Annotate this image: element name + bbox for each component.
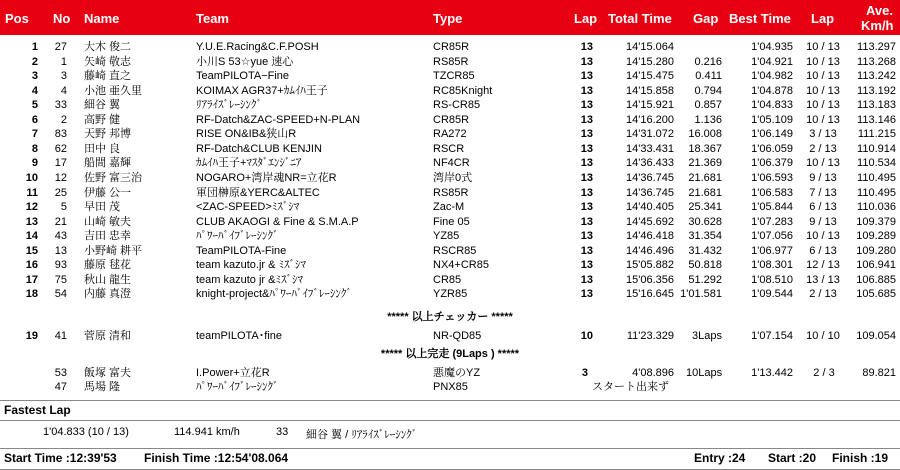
laps: 13: [580, 186, 593, 199]
gap: 31.354: [688, 230, 722, 243]
finish-separator: ***** 以上完走 (9Laps ) *****: [380, 348, 520, 360]
results-header: [0, 0, 900, 35]
total-time: 14'16.200: [626, 113, 674, 126]
average-speed: 113.268: [857, 55, 896, 68]
driver-name: 秋山 龍生: [84, 273, 132, 286]
total-time: 14'31.072: [626, 128, 674, 141]
table-row: [0, 258, 900, 272]
col-no: No: [53, 11, 71, 26]
team: RISE ON&IB&狭山R: [196, 128, 297, 141]
team: I.Power+立花R: [196, 367, 270, 379]
car-no: 21: [54, 215, 67, 228]
pos: 18: [25, 288, 38, 301]
col-total-time: Total Time: [608, 11, 672, 26]
fastest-lap-time: 1'04.833 (10 / 13): [43, 426, 129, 438]
machine-type: RC85Knight: [433, 84, 493, 97]
laps: 13: [580, 128, 593, 141]
average-speed: 110.036: [857, 201, 896, 214]
laps: 13: [580, 259, 593, 272]
gap: 21.681: [688, 186, 722, 199]
best-lap: 2 / 3: [813, 367, 835, 379]
machine-type: Zac-M: [433, 201, 465, 214]
machine-type: 湾岸0式: [433, 171, 473, 184]
gap: 10Laps: [686, 367, 723, 379]
col-pos: Pos: [5, 11, 29, 26]
driver-name: 藤原 毬花: [84, 259, 132, 272]
laps: 13: [580, 244, 593, 257]
car-no: 62: [54, 142, 67, 155]
gap: 1.136: [694, 113, 722, 126]
car-no: 17: [54, 157, 67, 170]
machine-type: NR-QD85: [433, 330, 482, 342]
gap: 50.818: [688, 259, 722, 272]
fastest-lap-title: Fastest Lap: [4, 403, 71, 417]
best-time: 1'07.056: [751, 230, 793, 243]
gap: 1'01.581: [680, 288, 722, 301]
table-row: [0, 329, 900, 343]
best-lap: 7 / 13: [809, 186, 837, 199]
best-lap: 13 / 13: [806, 273, 840, 286]
finish-time: Finish Time :12:54'08.064: [144, 451, 289, 465]
start-count: Start :20: [768, 451, 817, 465]
total-time: 15'16.645: [626, 288, 674, 301]
table-row: [0, 366, 900, 380]
pos: 12: [25, 201, 38, 214]
average-speed: 110.534: [857, 157, 896, 170]
gap: 21.681: [688, 171, 722, 184]
table-row: [0, 273, 900, 287]
average-speed: 106.885: [856, 273, 896, 286]
team: knight-project&ﾊﾟﾜｰﾊﾞｲﾌﾞﾚｰｼﾝｸﾞ: [196, 288, 352, 301]
best-time: 1'09.544: [751, 288, 793, 301]
machine-type: RS-CR85: [433, 99, 481, 112]
car-no: 1: [60, 55, 67, 68]
table-row: [0, 142, 900, 156]
driver-name: 内藤 真澄: [84, 288, 132, 301]
team: teamPILOTA･fine: [196, 330, 282, 342]
machine-type: CR85R: [433, 41, 470, 53]
best-time: 1'13.442: [751, 367, 793, 379]
average-speed: 113.183: [857, 99, 896, 112]
best-time: 1'05.109: [751, 113, 793, 126]
total-time: 14'15.921: [626, 99, 674, 112]
table-row: [0, 55, 900, 69]
laps: 13: [580, 70, 593, 83]
col-team: Team: [196, 11, 229, 26]
total-time: 14'15.858: [626, 84, 674, 97]
col-type: Type: [433, 11, 463, 26]
table-row: [0, 40, 900, 54]
table-row: [0, 69, 900, 83]
best-lap: 10 / 13: [806, 84, 840, 97]
total-time: 14'46.418: [626, 230, 674, 243]
pos: 7: [31, 128, 38, 141]
table-row: [0, 127, 900, 141]
pos: 5: [31, 99, 38, 112]
best-lap: 10 / 13: [806, 113, 840, 126]
average-speed: 113.146: [857, 113, 896, 126]
pos: 14: [25, 230, 38, 243]
total-time: 14'36.433: [626, 157, 674, 170]
average-speed: 113.192: [857, 84, 896, 97]
start-time: Start Time :12:39'53: [4, 451, 117, 465]
total-time: 15'06.356: [626, 273, 674, 286]
pos: 1: [31, 41, 38, 53]
total-time: 4'08.896: [632, 367, 674, 379]
team: team kazuto jr &ﾐｽﾞｼﾏ: [196, 273, 303, 286]
best-lap: 10 / 13: [806, 230, 840, 243]
laps: 13: [580, 201, 593, 214]
team: 小川S 53☆yue 速心: [196, 55, 294, 68]
col-name: Name: [84, 11, 120, 26]
gap: 18.367: [688, 142, 722, 155]
status: スタート出来ず: [592, 381, 669, 393]
car-no: 83: [54, 128, 67, 141]
driver-name: 伊藤 公一: [84, 186, 132, 199]
driver-name: 飯塚 富夫: [84, 367, 132, 379]
laps: 13: [580, 84, 593, 97]
total-time: 14'15.475: [626, 70, 674, 83]
driver-name: 佐野 富三治: [84, 171, 143, 184]
laps: 13: [580, 157, 593, 170]
table-row: [0, 156, 900, 170]
gap: 0.216: [694, 55, 722, 68]
entry-count: Entry :24: [694, 451, 746, 465]
laps: 13: [580, 230, 593, 243]
best-lap: 9 / 13: [809, 215, 837, 228]
machine-type: CR85R: [433, 113, 470, 126]
footer: [0, 448, 900, 470]
car-no: 53: [54, 367, 67, 379]
table-row: [0, 84, 900, 98]
driver-name: 船間 嘉輝: [84, 157, 132, 170]
laps: 13: [580, 273, 593, 286]
average-speed: 89.821: [862, 367, 896, 379]
laps: 13: [580, 113, 593, 126]
team: TeamPILOTA−Fine: [196, 70, 290, 83]
team: TeamPILOTA-Fine: [196, 244, 287, 257]
pos: 17: [25, 273, 38, 286]
table-row: [0, 186, 900, 200]
laps: 13: [580, 55, 593, 68]
team: RF-Datch&CLUB KENJIN: [196, 142, 322, 155]
team: 軍団榊原&YERC&ALTEC: [196, 186, 320, 199]
table-row: [0, 380, 900, 394]
fastest-lap-row: [0, 426, 900, 440]
table-row: [0, 171, 900, 185]
car-no: 2: [60, 113, 67, 126]
best-lap: 10 / 13: [806, 99, 840, 112]
machine-type: YZ85: [433, 230, 460, 243]
finish-count: Finish :19: [832, 451, 889, 465]
pos: 16: [25, 259, 38, 272]
driver-name: 山崎 敏夫: [84, 215, 132, 228]
driver-name: 細谷 翼: [84, 99, 121, 112]
car-no: 27: [54, 41, 67, 53]
best-time: 1'06.149: [751, 128, 793, 141]
car-no: 47: [54, 381, 67, 393]
total-time: 14'36.745: [626, 186, 674, 199]
total-time: 14'15.280: [626, 55, 674, 68]
machine-type: NX4+CR85: [433, 259, 489, 272]
col-lap: Lap: [574, 11, 598, 26]
team: KOIMAX AGR37+ｶﾑｲﾊ王子: [196, 84, 328, 97]
pos: 15: [25, 244, 38, 257]
car-no: 43: [54, 230, 67, 243]
pos: 10: [25, 171, 38, 184]
team: ｶﾑｲﾊ王子+ﾏｽﾀﾞｴﾝｼﾞﾆｱ: [196, 157, 302, 170]
laps: 3: [581, 367, 588, 379]
machine-type: YZR85: [433, 288, 468, 301]
best-lap: 6 / 13: [809, 244, 837, 257]
fastest-lap-driver: 細谷 翼 / ﾘｱﾗｲｽﾞﾚｰｼﾝｸﾞ: [306, 429, 418, 441]
driver-name: 矢崎 敬志: [84, 55, 132, 68]
team: RF-Datch&ZAC-SPEED+N-PLAN: [196, 113, 361, 126]
car-no: 4: [60, 84, 67, 97]
average-speed: 110.495: [857, 171, 896, 184]
pos: 11: [26, 186, 38, 199]
average-speed: 110.495: [857, 186, 896, 199]
fastest-lap-speed: 114.941 km/h: [174, 426, 240, 438]
gap: 31.432: [688, 244, 722, 257]
driver-name: 早田 茂: [84, 201, 121, 214]
best-time: 1'07.154: [751, 330, 793, 342]
gap: 25.341: [688, 201, 722, 214]
average-speed: 111.215: [857, 128, 896, 141]
pos: 4: [31, 84, 38, 97]
average-speed: 109.379: [856, 215, 896, 228]
best-time: 1'06.059: [751, 142, 793, 155]
car-no: 3: [60, 70, 67, 83]
driver-name: 高野 健: [84, 113, 121, 126]
table-row: [0, 244, 900, 258]
col-kmh: Km/h: [861, 18, 894, 33]
total-time: 14'45.692: [626, 215, 674, 228]
pos: 3: [31, 70, 38, 83]
col-best-time: Best Time: [729, 11, 791, 26]
best-time: 1'06.593: [751, 171, 793, 184]
best-time: 1'06.379: [751, 157, 793, 170]
laps: 13: [580, 288, 593, 301]
total-time: 14'46.496: [626, 244, 674, 257]
driver-name: 菅原 清和: [84, 330, 132, 342]
car-no: 93: [54, 259, 67, 272]
car-no: 13: [54, 244, 67, 257]
total-time: 11'23.329: [626, 330, 674, 342]
team: <ZAC-SPEED>ﾐｽﾞｼﾏ: [196, 201, 300, 214]
gap: 0.411: [695, 70, 722, 83]
gap: 21.369: [688, 157, 722, 170]
best-time: 1'04.982: [751, 70, 793, 83]
driver-name: 田中 良: [84, 142, 121, 155]
machine-type: RS85R: [433, 186, 469, 199]
driver-name: 藤崎 直之: [84, 70, 132, 83]
average-speed: 113.242: [857, 70, 896, 83]
pos: 2: [31, 55, 38, 68]
best-lap: 2 / 13: [809, 142, 837, 155]
best-time: 1'04.878: [751, 84, 793, 97]
team: NOGARO+湾岸魂NR=立花R: [196, 171, 337, 184]
table-row: [0, 215, 900, 229]
pos: 19: [25, 330, 38, 342]
machine-type: RS85R: [433, 55, 469, 68]
gap: 51.292: [688, 273, 722, 286]
col-best-lap: Lap: [811, 11, 835, 26]
machine-type: CR85: [433, 273, 462, 286]
team: ﾊﾟﾜｰﾊﾞｲﾌﾞﾚｰｼﾝｸﾞ: [196, 230, 279, 243]
gap: 30.628: [688, 215, 722, 228]
driver-name: 天野 邦博: [84, 128, 132, 141]
team: CLUB AKAOGI & Fine & S.M.A.P: [196, 215, 359, 228]
average-speed: 109.289: [856, 230, 896, 243]
best-lap: 10 / 13: [806, 55, 840, 68]
machine-type: PNX85: [433, 381, 468, 393]
machine-type: NF4CR: [433, 157, 470, 170]
laps: 13: [580, 142, 593, 155]
best-time: 1'06.977: [751, 244, 793, 257]
machine-type: RA272: [433, 128, 467, 141]
best-time: 1'08.301: [751, 259, 793, 272]
machine-type: RSCR: [433, 142, 465, 155]
team: Y.U.E.Racing&C.F.POSH: [196, 41, 319, 53]
machine-type: RSCR85: [433, 244, 477, 257]
gap: 0.857: [694, 99, 722, 112]
laps: 13: [580, 99, 593, 112]
fastest-lap-header: [0, 400, 900, 421]
laps: 13: [580, 215, 593, 228]
average-speed: 109.280: [856, 244, 896, 257]
total-time: 14'15.064: [626, 41, 674, 53]
pos: 8: [31, 142, 38, 155]
col-ave: Ave.: [866, 3, 893, 18]
driver-name: 小野崎 耕平: [84, 244, 143, 257]
best-lap: 2 / 13: [809, 288, 837, 301]
best-lap: 6 / 13: [809, 201, 837, 214]
best-time: 1'07.283: [751, 215, 793, 228]
best-lap: 10 / 13: [806, 41, 840, 53]
best-lap: 12 / 13: [806, 259, 840, 272]
table-row: [0, 229, 900, 243]
pos: 9: [31, 157, 38, 170]
col-gap: Gap: [693, 11, 719, 26]
best-lap: 9 / 13: [809, 171, 837, 184]
average-speed: 105.685: [856, 288, 896, 301]
driver-name: 吉田 忠幸: [84, 230, 132, 243]
best-time: 1'08.510: [751, 273, 793, 286]
laps: 13: [580, 171, 593, 184]
machine-type: Fine 05: [433, 215, 470, 228]
average-speed: 113.297: [857, 41, 896, 53]
driver-name: 馬場 隆: [84, 381, 121, 393]
car-no: 41: [54, 330, 67, 342]
car-no: 25: [54, 186, 67, 199]
machine-type: 悪魔のYZ: [433, 367, 481, 379]
average-speed: 106.941: [856, 259, 896, 272]
best-time: 1'04.833: [751, 99, 793, 112]
table-row: [0, 98, 900, 112]
team: ﾘｱﾗｲｽﾞﾚｰｼﾝｸﾞ: [196, 99, 262, 112]
gap: 0.794: [694, 84, 722, 97]
best-time: 1'05.844: [751, 201, 793, 214]
table-row: [0, 113, 900, 127]
best-lap: 10 / 13: [806, 70, 840, 83]
fastest-lap-car-no: 33: [276, 426, 289, 438]
laps: 10: [580, 330, 593, 342]
best-lap: 10 / 13: [806, 157, 840, 170]
best-lap: 10 / 10: [806, 330, 840, 342]
driver-name: 小池 亜久里: [84, 84, 143, 97]
car-no: 75: [54, 273, 67, 286]
car-no: 33: [54, 99, 67, 112]
checker-separator: ***** 以上チェッカー *****: [387, 311, 513, 323]
car-no: 12: [54, 171, 67, 184]
total-time: 14'33.431: [626, 142, 674, 155]
best-time: 1'06.583: [751, 186, 793, 199]
best-time: 1'04.935: [751, 41, 793, 53]
car-no: 5: [60, 201, 67, 214]
gap: 3Laps: [692, 330, 722, 342]
best-lap: 3 / 13: [809, 128, 837, 141]
team: team kazuto.jr & ﾐｽﾞｼﾏ: [196, 259, 307, 272]
total-time: 14'36.745: [626, 171, 674, 184]
driver-name: 大木 俊二: [84, 41, 132, 53]
laps: 13: [580, 41, 593, 53]
team: ﾊﾟﾜｰﾊﾞｲﾌﾞﾚｰｼﾝｸﾞ: [196, 381, 279, 393]
average-speed: 110.914: [857, 142, 896, 155]
table-row: [0, 200, 900, 214]
machine-type: TZCR85: [433, 70, 475, 83]
best-time: 1'04.921: [751, 55, 793, 68]
total-time: 14'40.405: [626, 201, 674, 214]
gap: 16.008: [688, 128, 722, 141]
pos: 13: [25, 215, 38, 228]
average-speed: 109.054: [856, 330, 896, 342]
car-no: 54: [54, 288, 67, 301]
table-row: [0, 287, 900, 301]
total-time: 15'05.882: [626, 259, 674, 272]
pos: 6: [31, 113, 38, 126]
